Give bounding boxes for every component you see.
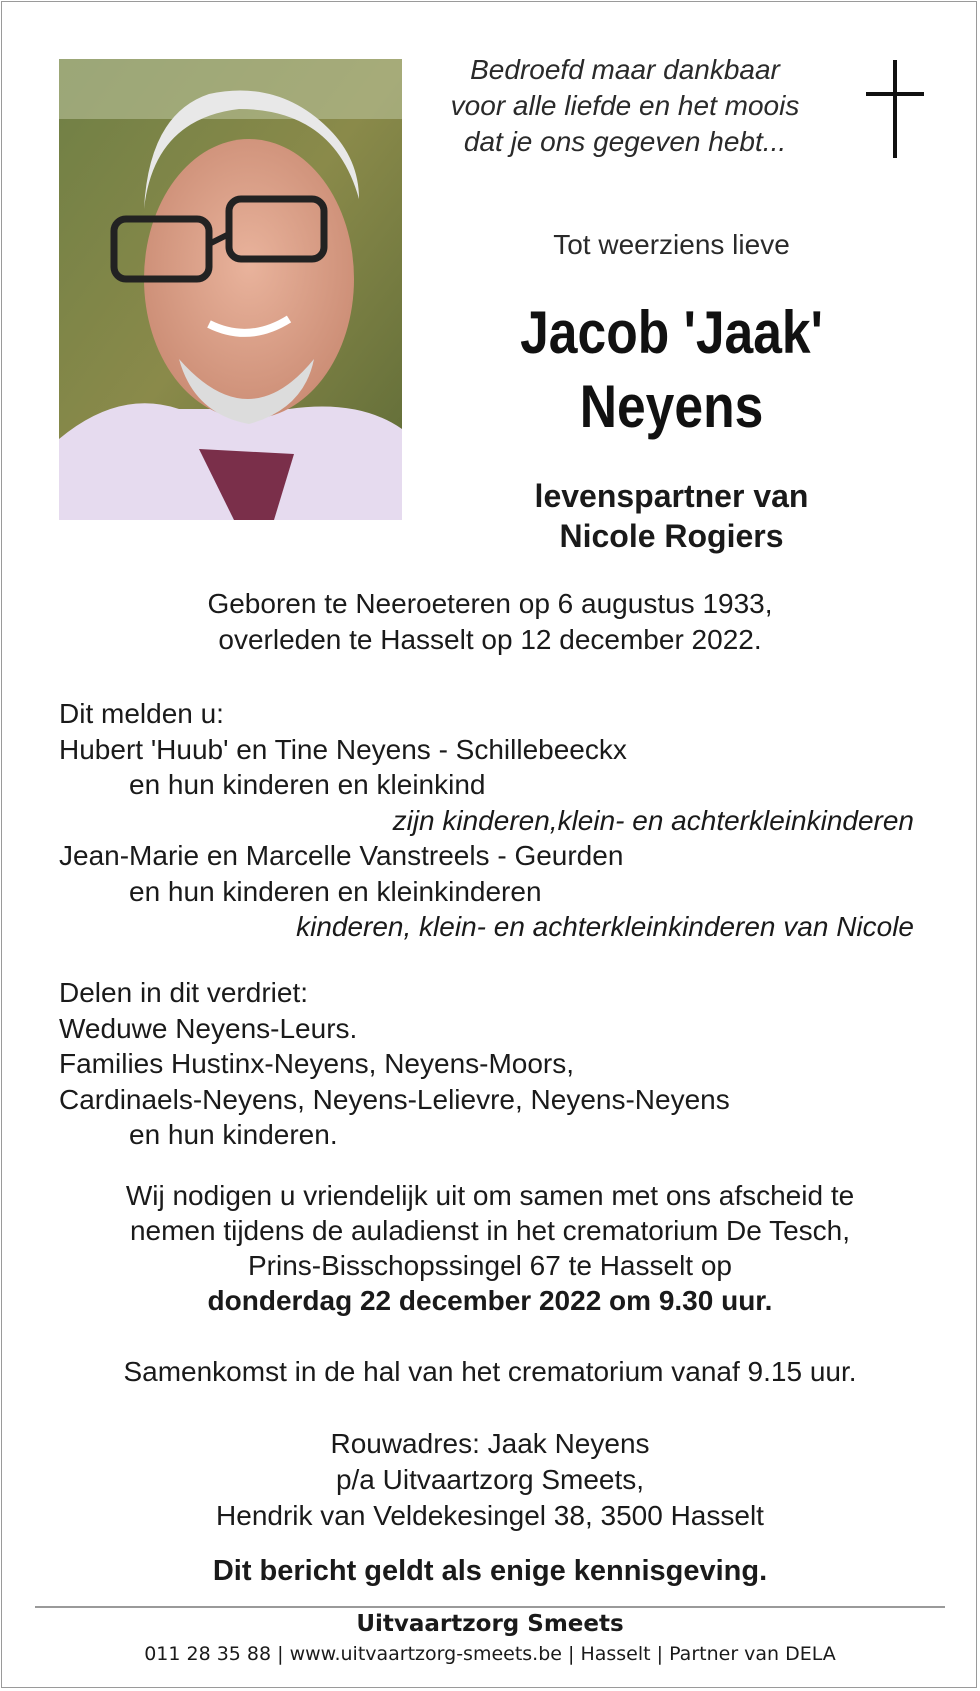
deceased-name	[472, 296, 870, 444]
announcer-line: Jean-Marie en Marcelle Vanstreels - Geurden	[59, 840, 624, 871]
cross-icon	[866, 60, 924, 160]
sharing-line: Weduwe Neyens-Leurs.	[59, 1012, 358, 1044]
announcers-block	[59, 696, 914, 945]
footer-info: 011 28 35 88 | www.uitvaartzorg-smeets.be | Hasselt | Partner van DELA	[144, 1643, 836, 1665]
quote-line-2: voor alle liefde en het moois	[450, 90, 800, 121]
greeting: Tot weerziens lieve	[553, 229, 790, 260]
portrait-photo	[59, 59, 402, 520]
memorial-quote	[420, 52, 830, 160]
announcer-line: Hubert 'Huub' en Tine Neyens - Schillebeeckx	[59, 733, 627, 765]
born-text: Geboren te Neeroeteren op 6 augustus 1933,	[207, 588, 773, 619]
life-dates	[40, 586, 940, 658]
sharing-line: en hun kinderen.	[129, 1119, 338, 1150]
ceremony-invitation	[40, 1178, 940, 1318]
sharing-line: Cardinaels-Neyens, Neyens-Lelievre, Neyens-Neyens	[59, 1083, 730, 1115]
name-line-1: Jacob 'Jaak'	[520, 299, 823, 366]
announcer-line: kinderen, klein- en achterkleinkinderen van Nicole	[296, 911, 914, 942]
sharing-line: Families Hustinx-Neyens, Neyens-Moors,	[59, 1048, 575, 1079]
sharing-heading: Delen in dit verdriet:	[59, 977, 309, 1008]
ceremony-line-3: Prins-Bisschopssingel 67 te Hasselt op	[247, 1250, 732, 1281]
partner-line-1: levenspartner van	[534, 478, 809, 514]
address-line-3: Hendrik van Veldekesingel 38, 3500 Hasselt	[216, 1500, 764, 1531]
address-line-1: Rouwadres: Jaak Neyens	[330, 1428, 650, 1459]
footer-company: Uitvaartzorg Smeets	[356, 1611, 624, 1637]
mourning-address	[40, 1426, 940, 1534]
ceremony-line-1: Wij nodigen u vriendelijk uit om samen met ons afscheid te	[125, 1180, 855, 1211]
died-text: overleden te Hasselt op 12 december 2022.	[218, 624, 762, 655]
notice-text: Dit bericht geldt als enige kennisgeving.	[212, 1555, 768, 1587]
quote-line-1: Bedroefd maar dankbaar	[470, 54, 780, 85]
address-line-2: p/a Uitvaartzorg Smeets,	[335, 1464, 645, 1495]
sharing-block	[59, 975, 730, 1153]
footer-divider	[35, 1606, 945, 1608]
announcers-heading: Dit melden u:	[59, 698, 224, 729]
announcer-line: en hun kinderen en kleinkinderen	[129, 875, 542, 907]
announcer-line: zijn kinderen,klein- en achterkleinkinderen	[392, 804, 914, 836]
announcer-line: en hun kinderen en kleinkind	[129, 769, 486, 800]
partner-line-2: Nicole Rogiers	[559, 518, 784, 554]
name-line-2: Neyens	[579, 373, 764, 440]
ceremony-datetime: donderdag 22 december 2022 om 9.30 uur.	[207, 1285, 773, 1316]
ceremony-line-2: nemen tijdens de auladienst in het crematorium De Tesch,	[129, 1215, 851, 1246]
partner-info	[440, 476, 903, 556]
gathering-text: Samenkomst in de hal van het crematorium vanaf 9.15 uur.	[123, 1356, 857, 1387]
quote-line-3: dat je ons gegeven hebt...	[463, 126, 787, 157]
